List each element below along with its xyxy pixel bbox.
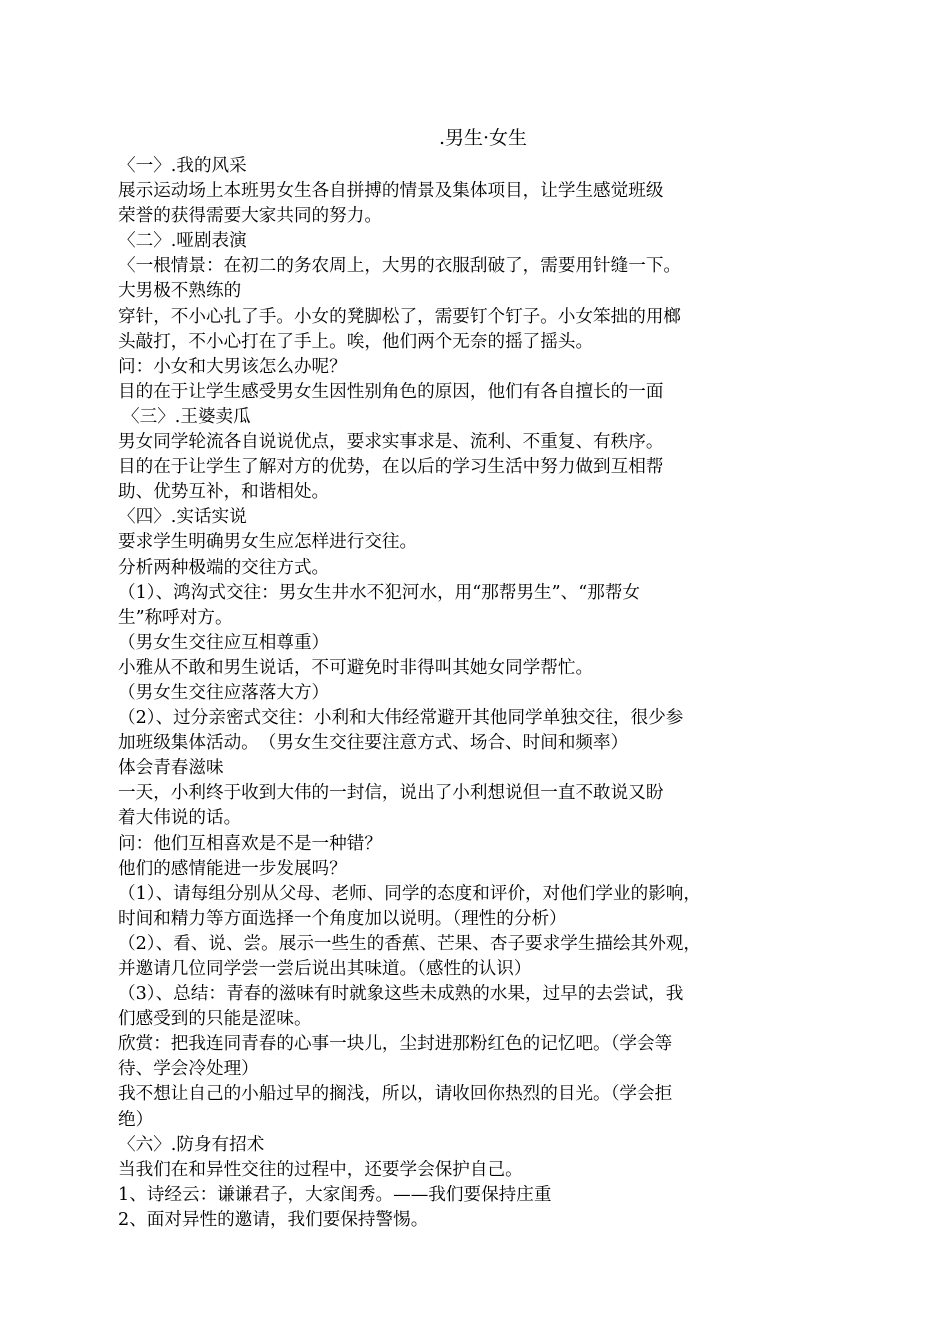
paragraph-line: 欣赏：把我连同青春的心事一块儿，尘封进那粉红色的记忆吧。（学会等 — [118, 1034, 673, 1055]
paragraph-line: 时间和精力等方面选择一个角度加以说明。（理性的分析） — [118, 908, 567, 929]
paragraph-line: 们感受到的只能是涩味。 — [118, 1009, 312, 1030]
paragraph-line: 〈一根情景：在初二的务农周上，大男的衣服刮破了，需要用针缝一下。 — [118, 256, 682, 277]
paragraph-line: 目的在于让学生感受男女生因性别角色的原因，他们有各自擅长的一面 — [118, 381, 664, 402]
paragraph-line: 加班级集体活动。 （男女生交往要注意方式、场合、时间和频率） — [118, 733, 629, 754]
paragraph-line: 我不想让自己的小船过早的搁浅，所以，请收回你热烈的目光。（学会拒 — [118, 1084, 673, 1105]
paragraph-line: 一天，小利终于收到大伟的一封信，说出了小利想说但一直不敢说又盼 — [118, 783, 664, 804]
paragraph-line: （2）、看、说、尝。展示一些生的香蕉、芒果、杏子要求学生描绘其外观， — [118, 933, 701, 954]
paragraph-line: 问：小女和大男该怎么办呢？ — [118, 356, 347, 377]
paragraph-line: 当我们在和异性交往的过程中，还要学会保护自己。 — [118, 1159, 523, 1180]
paragraph-line: 穿针，不小心扎了手。小女的凳脚松了，需要钉个钉子。小女笨拙的用榔 — [118, 306, 682, 327]
section-heading-1: 〈一〉.我的风采 — [118, 156, 247, 176]
section-heading-6: 〈六〉.防身有招术 — [118, 1134, 265, 1155]
paragraph-line: 并邀请几位同学尝一尝后说出其味道。（感性的认识） — [118, 959, 532, 979]
paragraph-line: （男女生交往应落落大方） — [118, 682, 330, 703]
paragraph-line: 男女同学轮流各自说说优点，要求实事求是、流利、不重复、有秩序。 — [118, 432, 664, 453]
paragraph-line: 绝） — [118, 1109, 154, 1130]
paragraph-line: 分析两种极端的交往方式。 — [118, 557, 330, 578]
paragraph-line: （1）、请每组分别从父母、老师、同学的态度和评价，对他们学业的影响， — [118, 883, 701, 904]
paragraph-line: 1、诗经云：谦谦君子，大家闺秀。——我们要保持庄重 — [118, 1184, 552, 1205]
paragraph-line: 着大伟说的话。 — [118, 808, 242, 829]
section-heading-2: 〈二〉.哑剧表演 — [118, 231, 247, 252]
paragraph-line: （3）、总结：青春的滋味有时就象这些未成熟的水果，过早的去尝试，我 — [118, 984, 684, 1005]
paragraph-line: 待、学会冷处理） — [118, 1059, 259, 1080]
paragraph-line: 助、优势互补，和谐相处。 — [118, 482, 330, 503]
paragraph-line: 生”称呼对方。 — [118, 607, 233, 628]
paragraph-line: 目的在于让学生了解对方的优势，在以后的学习生活中努力做到互相帮 — [118, 457, 664, 478]
paragraph-line: 小雅从不敢和男生说话，不可避免时非得叫其她女同学帮忙。 — [118, 657, 594, 678]
document-title: .男生·女生 — [438, 127, 528, 149]
section-heading-4: 〈四〉.实话实说 — [118, 507, 247, 528]
document-body — [118, 124, 818, 1233]
paragraph-line: 大男极不熟练的 — [118, 281, 242, 302]
paragraph-line: （1）、鸿沟式交往：男女生井水不犯河水，用“那帮男生”、“那帮女 — [118, 582, 641, 603]
paragraph-line: 问：他们互相喜欢是不是一种错？ — [118, 833, 382, 854]
paragraph-line: 展示运动场上本班男女生各自拼搏的情景及集体项目，让学生感觉班级 — [118, 181, 664, 202]
paragraph-line: 头敲打，不小心打在了手上。唉，他们两个无奈的摇了摇头。 — [118, 331, 594, 352]
paragraph-line: （男女生交往应互相尊重） — [118, 632, 330, 653]
paragraph-line: 他们的感情能进一步发展吗？ — [118, 858, 347, 879]
section-heading-3: 〈三〉.王婆卖瓜 — [122, 406, 251, 427]
section-heading-5: 体会青春滋味 — [118, 758, 224, 779]
paragraph-line: 2、面对异性的邀请，我们要保持警惕。 — [118, 1209, 429, 1230]
paragraph-line: 荣誉的获得需要大家共同的努力。 — [118, 206, 382, 227]
paragraph-line: 要求学生明确男女生应怎样进行交往。 — [118, 532, 418, 553]
paragraph-line: （2）、过分亲密式交往：小利和大伟经常避开其他同学单独交往，很少参 — [118, 708, 684, 729]
